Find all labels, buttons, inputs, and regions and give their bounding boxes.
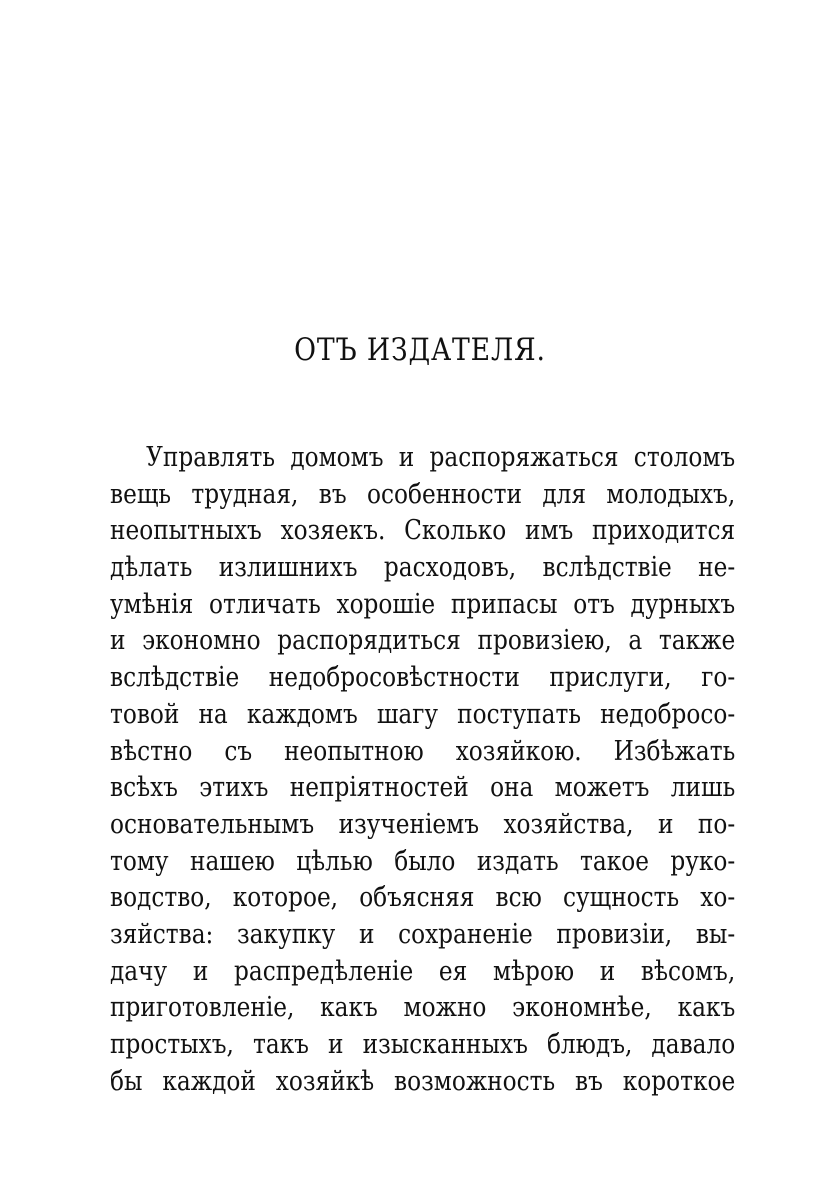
text-line: товой на каждомъ шагу поступать недобросо- (110, 698, 736, 730)
text-line: дѣлать излишнихъ расходовъ, вслѣдствіе не- (110, 552, 736, 584)
text-line: вѣстно съ неопытною хозяйкою. Избѣжать (110, 735, 736, 767)
text-line: зяйства: закупку и сохраненіе провизіи, вы- (110, 918, 736, 950)
text-line: тому нашею цѣлью было издать такое руко- (110, 845, 736, 877)
text-line: Управлять домомъ и распоряжаться столомъ (146, 442, 736, 473)
text-line: умѣнія отличать хорошіе припасы отъ дурныхъ (110, 588, 736, 620)
text-line: дачу и распредѣленіе ея мѣрою и вѣсомъ, (110, 955, 736, 987)
text-line: водство, которое, объясняя всю сущность хо- (110, 882, 736, 914)
text-line: вслѣдствіе недобросовѣстности прислуги, го- (110, 662, 736, 694)
page-title: ОТЪ ИЗДАТЕЛЯ. (294, 332, 546, 368)
text-line: всѣхъ этихъ непріятностей она можетъ лишь (110, 772, 736, 804)
text-line: приготовленіе, какъ можно экономнѣе, какъ (110, 992, 736, 1024)
text-line: бы каждой хозяйкѣ возможность въ короткое (110, 1065, 736, 1097)
text-line: основательнымъ изученіемъ хозяйства, и по- (110, 808, 736, 840)
text-line: вещь трудная, въ особенности для молодыхъ, (110, 478, 736, 510)
text-line: простыхъ, такъ и изысканныхъ блюдъ, давало (110, 1029, 736, 1060)
text-line: неопытныхъ хозяекъ. Сколько имъ приходится (110, 515, 736, 547)
text-line: и экономно распорядиться провизіею, а также (110, 625, 736, 657)
preface-paragraph (110, 440, 735, 1100)
